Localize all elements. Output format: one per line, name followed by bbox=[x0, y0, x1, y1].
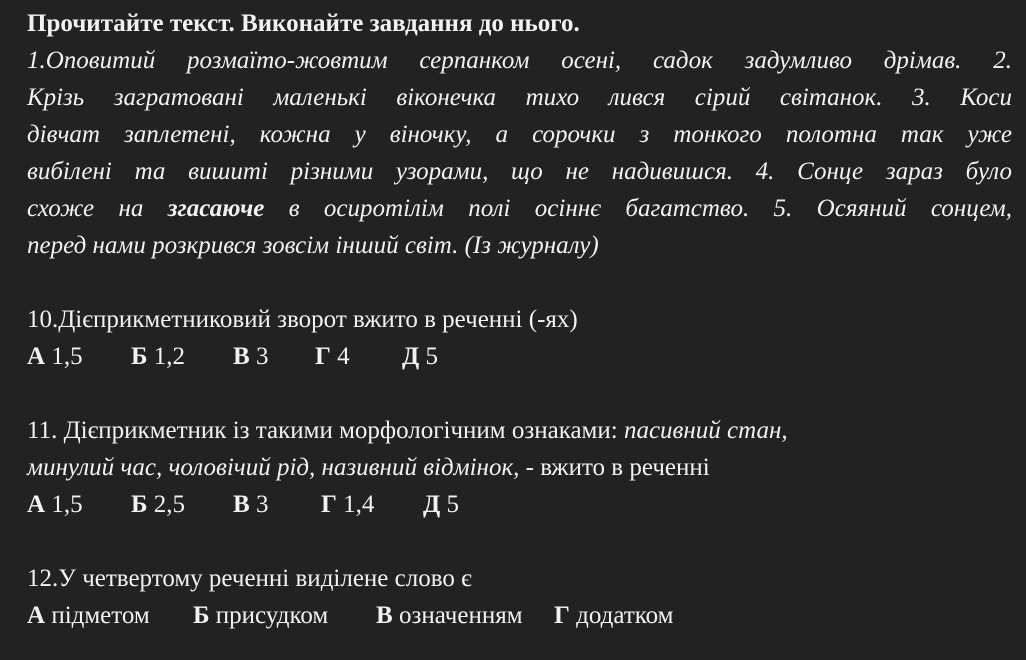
answer-option-g bbox=[554, 597, 673, 634]
question-suffix: , - вжито в реченні bbox=[513, 454, 710, 481]
answer-option-d bbox=[402, 338, 438, 375]
option-value: 2,5 bbox=[147, 491, 186, 518]
answer-options bbox=[27, 597, 1012, 634]
question-12 bbox=[27, 560, 1012, 634]
question-italic: пасивний стан, bbox=[623, 417, 788, 444]
option-value: присудком bbox=[209, 602, 329, 629]
answer-options bbox=[27, 338, 1012, 375]
option-letter: А bbox=[27, 491, 46, 518]
passage-text: в осиротілім полі осіннє багатство. 5. Осяяний сонцем, bbox=[264, 195, 1013, 222]
question-11 bbox=[27, 412, 1012, 523]
answer-option-g bbox=[321, 486, 423, 523]
instruction-heading: Прочитайте текст. Виконайте завдання до нього. bbox=[27, 10, 580, 37]
option-letter: А bbox=[27, 602, 46, 629]
question-text bbox=[27, 412, 1012, 449]
option-value: 3 bbox=[249, 491, 269, 518]
option-letter: Б bbox=[131, 491, 148, 518]
answer-option-v bbox=[233, 486, 321, 523]
answer-option-v bbox=[233, 338, 315, 375]
passage-line: вибілені та вишиті різними узорами, що не надивишся. 4. Сонце зараз було bbox=[27, 158, 1012, 185]
passage-line: 1.Оповитий розмаїто-жовтим серпанком осені, садок задумливо дрімав. 2. bbox=[27, 47, 1012, 74]
option-letter: Б bbox=[193, 602, 210, 629]
document-page bbox=[27, 5, 1012, 634]
option-letter: Г bbox=[554, 602, 570, 629]
answer-option-a bbox=[27, 597, 193, 634]
option-letter: В bbox=[233, 491, 250, 518]
option-value: 1,2 bbox=[147, 343, 186, 370]
answer-option-b bbox=[131, 486, 233, 523]
option-letter: В bbox=[233, 343, 250, 370]
option-value: 1,5 bbox=[45, 491, 83, 518]
option-letter: Д bbox=[423, 491, 441, 518]
answer-option-v bbox=[376, 597, 554, 634]
question-10 bbox=[27, 301, 1012, 375]
option-value: означенням bbox=[392, 602, 523, 629]
passage-text: схоже на bbox=[27, 195, 168, 222]
answer-option-a bbox=[27, 338, 131, 375]
option-value: 4 bbox=[330, 343, 350, 370]
option-value: 1,5 bbox=[45, 343, 83, 370]
question-text bbox=[27, 449, 1012, 486]
passage-line: перед нами розкрився зовсім інший світ. (Із журналу) bbox=[27, 232, 599, 259]
option-value: 1,4 bbox=[336, 491, 375, 518]
answer-option-b bbox=[131, 338, 233, 375]
question-italic: минулий час, чоловічий рід, називний відмінок bbox=[27, 454, 514, 481]
option-letter: В bbox=[376, 602, 393, 629]
answer-option-g bbox=[315, 338, 402, 375]
answer-options bbox=[27, 486, 1012, 523]
passage-line: дівчат заплетені, кожна у віночку, а сорочки з тонкого полотна так уже bbox=[27, 121, 1012, 148]
option-value: 5 bbox=[419, 343, 438, 370]
answer-option-b bbox=[193, 597, 376, 634]
option-value: 3 bbox=[249, 343, 269, 370]
option-value: 5 bbox=[440, 491, 459, 518]
option-letter: Д bbox=[402, 343, 420, 370]
option-letter: А bbox=[27, 343, 46, 370]
option-value: підметом bbox=[45, 602, 150, 629]
option-letter: Г bbox=[321, 491, 337, 518]
option-letter: Б bbox=[131, 343, 148, 370]
passage-line bbox=[27, 190, 1012, 227]
question-text: 10.Дієприкметниковий зворот вжито в реченні (-ях) bbox=[27, 306, 578, 333]
question-prefix: 11. Дієприкметник із такими морфологічним ознаками: bbox=[27, 417, 624, 444]
passage-line: Крізь загратовані маленькі віконечка тихо лився сірий світанок. 3. Коси bbox=[27, 84, 1012, 111]
answer-option-a bbox=[27, 486, 131, 523]
reading-passage bbox=[27, 42, 1012, 264]
option-value: додатком bbox=[569, 602, 674, 629]
question-text: 12.У четвертому реченні виділене слово є bbox=[27, 565, 472, 592]
highlighted-word: згасаюче bbox=[167, 195, 265, 222]
option-letter: Г bbox=[315, 343, 331, 370]
answer-option-d bbox=[423, 486, 459, 523]
